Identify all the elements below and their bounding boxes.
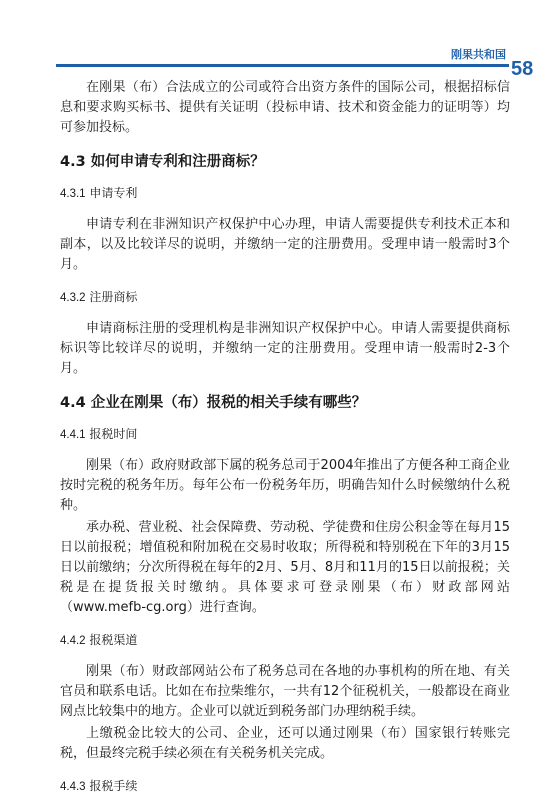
paragraph: 刚果（布）政府财政部下属的税务总司于2004年推出了方便各种工商企业按时完税的税务年历。每年公布一份税务年历，明确告知什么时候缴纳什么税种。 [60,458,510,513]
subsection-title: 报税时间 [89,427,138,441]
header-rule [56,64,509,67]
section-heading: 4.4 企业在刚果（布）报税的相关手续有哪些？ [60,395,367,411]
page-body [60,78,510,796]
subsection-number: 4.4.2 [60,635,86,647]
subsection-number: 4.4.3 [60,781,86,793]
paragraph: 在刚果（布）合法成立的公司或符合出资方条件的国际公司，根据招标信息和要求购买标书、提供有关证明（投标申请、技术和资金能力的证明等）均可参加投标。 [60,80,510,135]
subsection-number: 4.4.1 [60,429,86,441]
paragraph: 申请专利在非洲知识产权保护中心办理，申请人需要提供专利技术正本和副本，以及比较详尽的说明，并缴纳一定的注册费用。受理申请一般需时3个月。 [60,217,510,272]
subsection-title: 报税手续 [89,779,138,793]
paragraph: 上缴税金比较大的公司、企业，还可以通过刚果（布）国家银行转账完税，但最终完税手续必须在有关税务机关完成。 [60,726,510,761]
subsection-heading [60,425,510,444]
subsection-number: 4.3.2 [60,292,86,304]
section-heading: 4.3 如何申请专利和注册商标？ [60,154,265,170]
subsection-heading [60,184,510,203]
subsection-number: 4.3.1 [60,188,86,200]
subsection-heading [60,631,510,650]
subsection-heading [60,777,510,796]
subsection-title: 注册商标 [89,290,138,304]
header-section-title: 刚果共和国 [451,48,506,61]
paragraph: 申请商标注册的受理机构是非洲知识产权保护中心。申请人需要提供商标标识等比较详尽的说明，并缴纳一定的注册费用。受理申请一般需时2-3个月。 [60,321,510,376]
subsection-heading [60,288,510,307]
paragraph: 刚果（布）财政部网站公布了税务总司在各地的办事机构的所在地、有关官员和联系电话。比如在布拉柴维尔，一共有12个征税机关，一般都设在商业网点比较集中的地方。企业可以就近到税务部门办理纳税手续。 [60,664,510,719]
subsection-title: 申请专利 [89,186,138,200]
page-number: 58 [511,58,534,80]
paragraph: 承办税、营业税、社会保障费、劳动税、学徒费和住房公积金等在每月15日以前报税；增值税和附加税在交易时收取；所得税和特别税在下年的3月15日以前缴纳；分次所得税在每年的2月、5月、8月和11月的15日以前报税；关税是在提货报关时缴纳。具体要求可登录刚果（布）财政部网站（www.mefb-cg.org）进行查询。 [60,520,510,615]
subsection-title: 报税渠道 [89,633,138,647]
